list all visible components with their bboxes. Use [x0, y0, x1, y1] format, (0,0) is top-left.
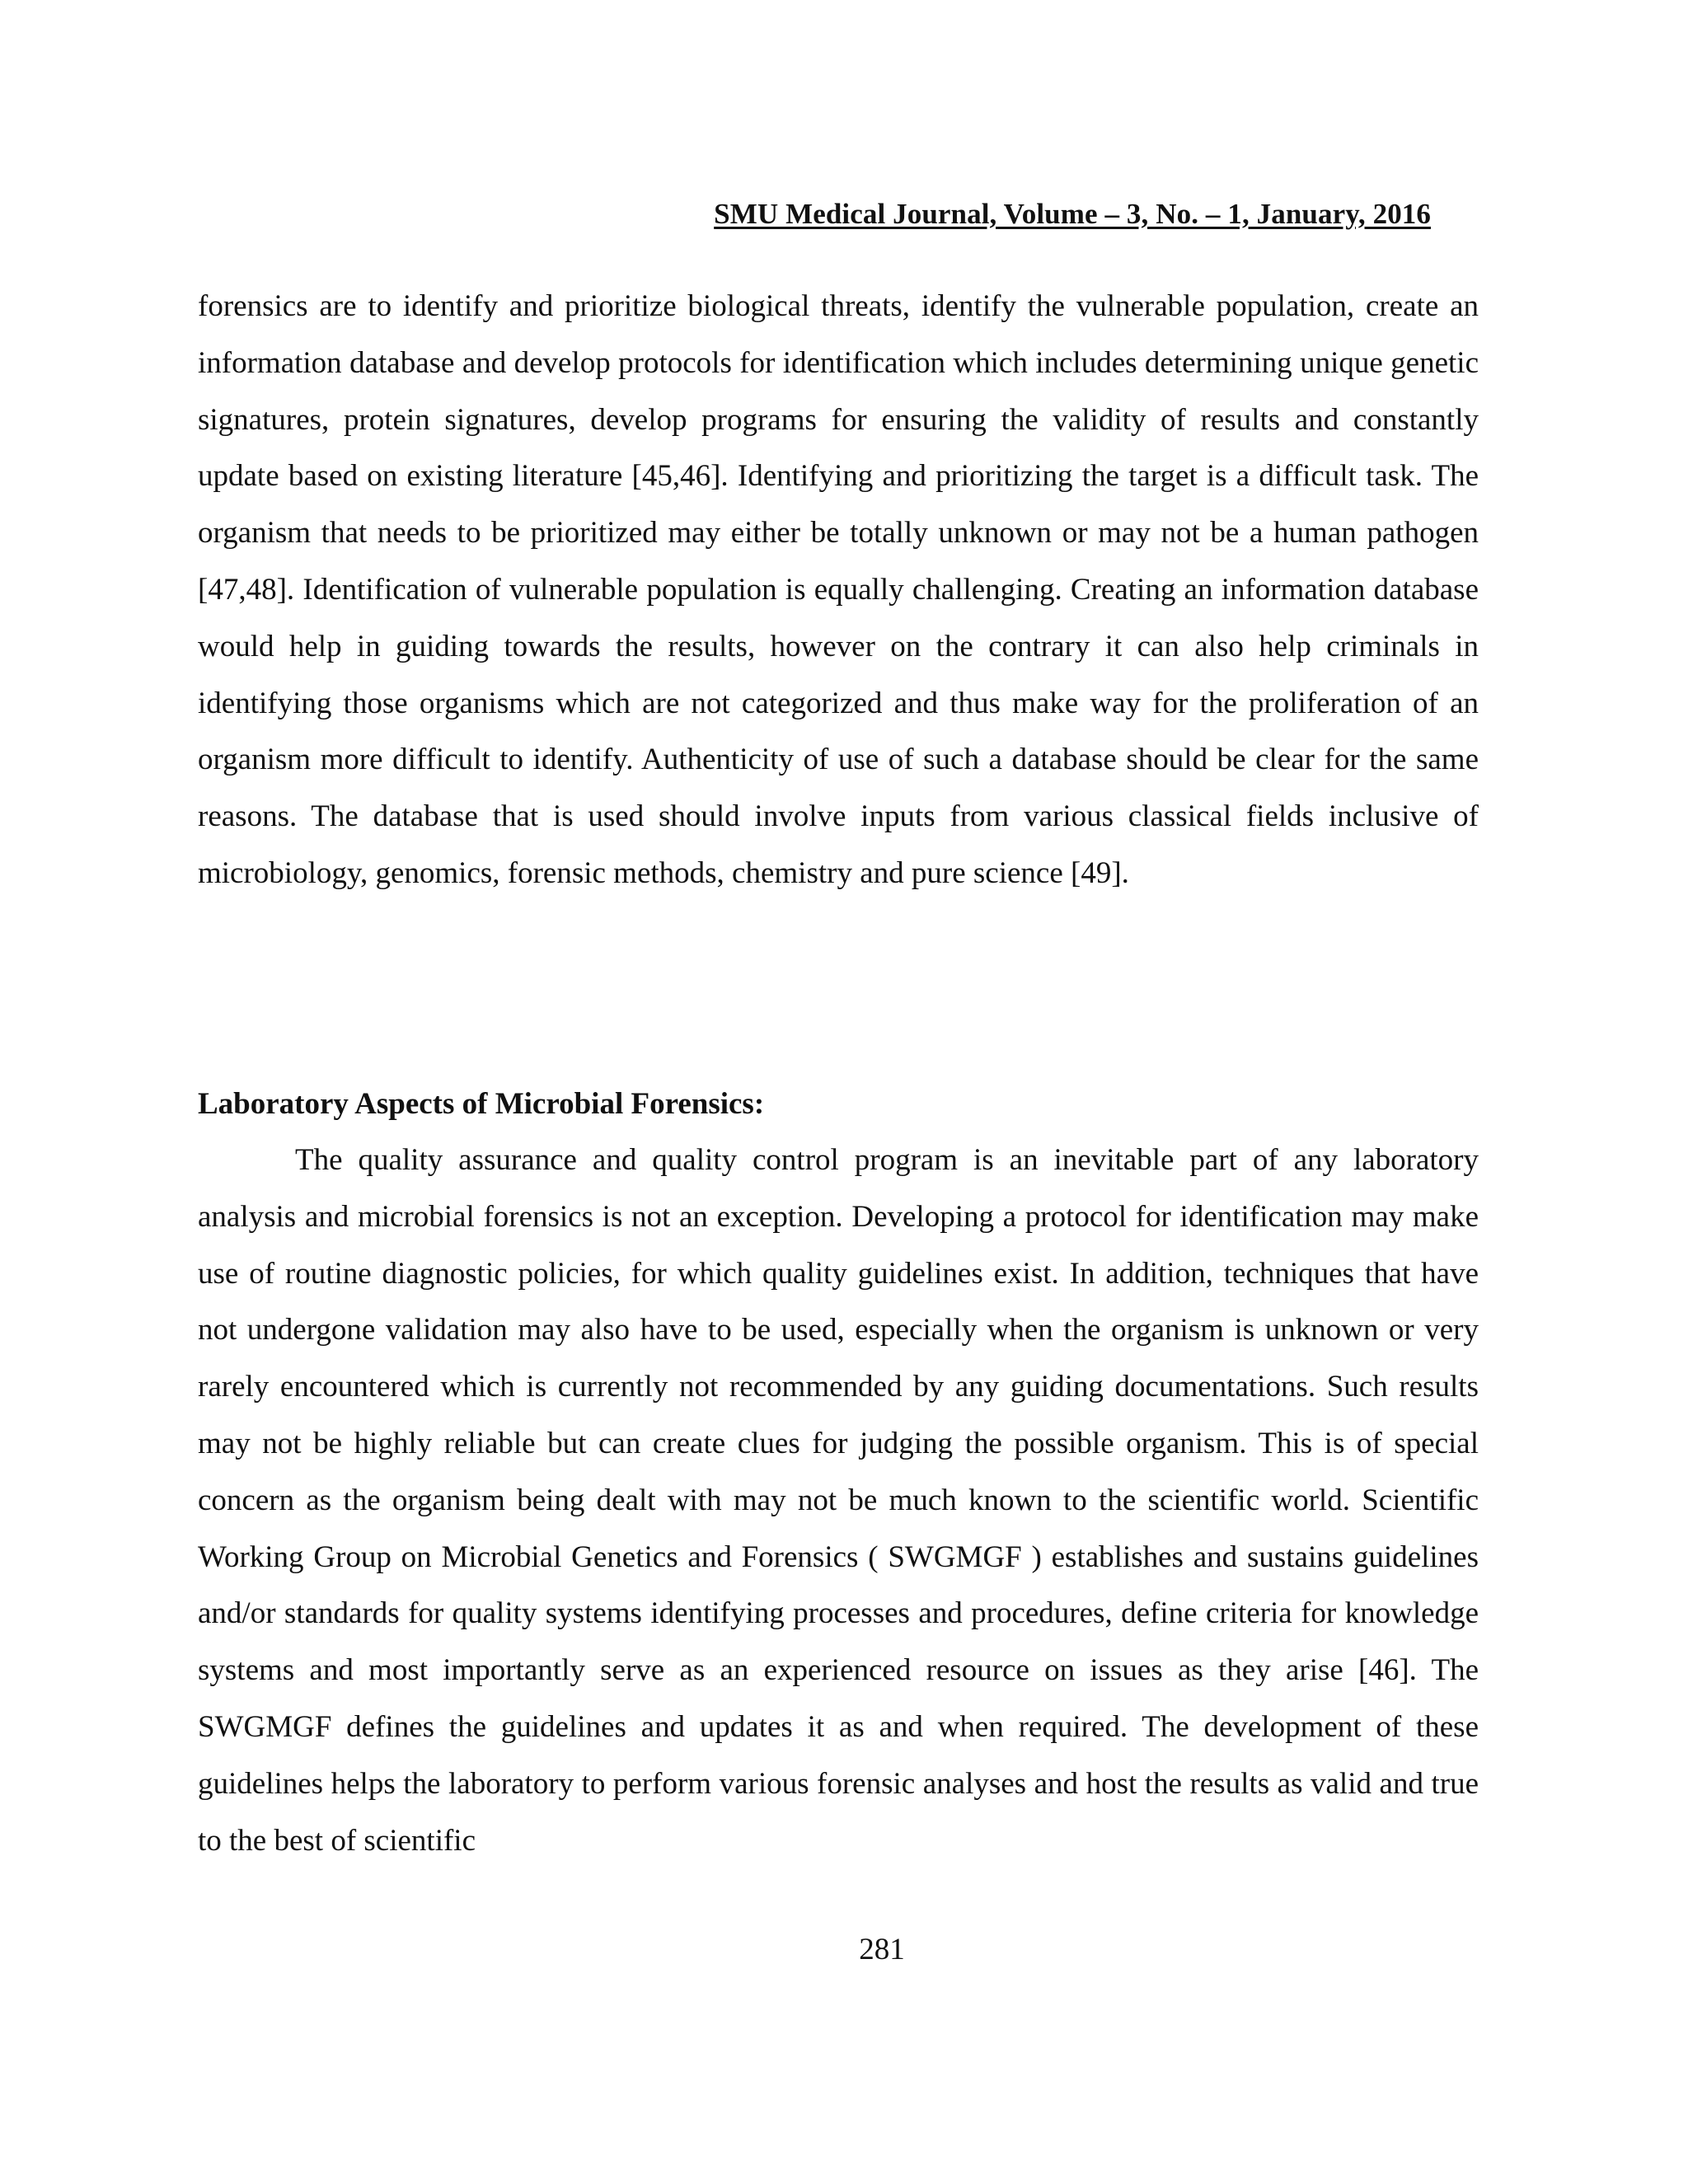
journal-running-header: SMU Medical Journal, Volume – 3, No. – 1, January, 2016	[714, 198, 1431, 230]
section-heading-laboratory-aspects: Laboratory Aspects of Microbial Forensics:	[198, 1087, 765, 1121]
body-paragraph-2: The quality assurance and quality control program is an inevitable part of any laboratory analysis and microbial forensics is not an exception. Developing a protocol for identification may make use of routine diagnostic policies, for which quality guidelines exist. In addition, techniques that have not undergone validation may also have to be used, especially when the organism is unknown or very rarely encountered which is currently not recommended by any guiding documentations. Such results may not be highly reliable but can create clues for judging the possible organism. This is of special concern as the organism being dealt with may not be much known to the scientific world. Scientific Working Group on Microbial Genetics and Forensics ( SWGMGF ) establishes and sustains guidelines and/or standards for quality systems identifying processes and procedures, define criteria for knowledge systems and most importantly serve as an experienced resource on issues as they arise [46]. The SWGMGF defines the guidelines and updates it as and when required. The development of these guidelines helps the laboratory to perform various forensic analyses and host the results as valid and true to the best of scientific	[198, 1143, 1479, 1858]
body-paragraph-1: forensics are to identify and prioritize biological threats, identify the vulnerable population, create an information database and develop protocols for identification which includes determining unique genetic signatures, protein signatures, develop programs for ensuring the validity of results and constantly update based on existing literature [45,46]. Identifying and prioritizing the target is a difficult task. The organism that needs to be prioritized may either be totally unknown or may not be a human pathogen [47,48]. Identification of vulnerable population is equally challenging. Creating an information database would help in guiding towards the results, however on the contrary it can also help criminals in identifying those organisms which are not categorized and thus make way for the proliferation of an organism more difficult to identify. Authenticity of use of such a database should be clear for the same reasons. The database that is used should involve inputs from various classical fields inclusive of microbiology, genomics, forensic methods, chemistry and pure science [49].	[198, 289, 1479, 890]
page-number: 281	[859, 1933, 905, 1966]
